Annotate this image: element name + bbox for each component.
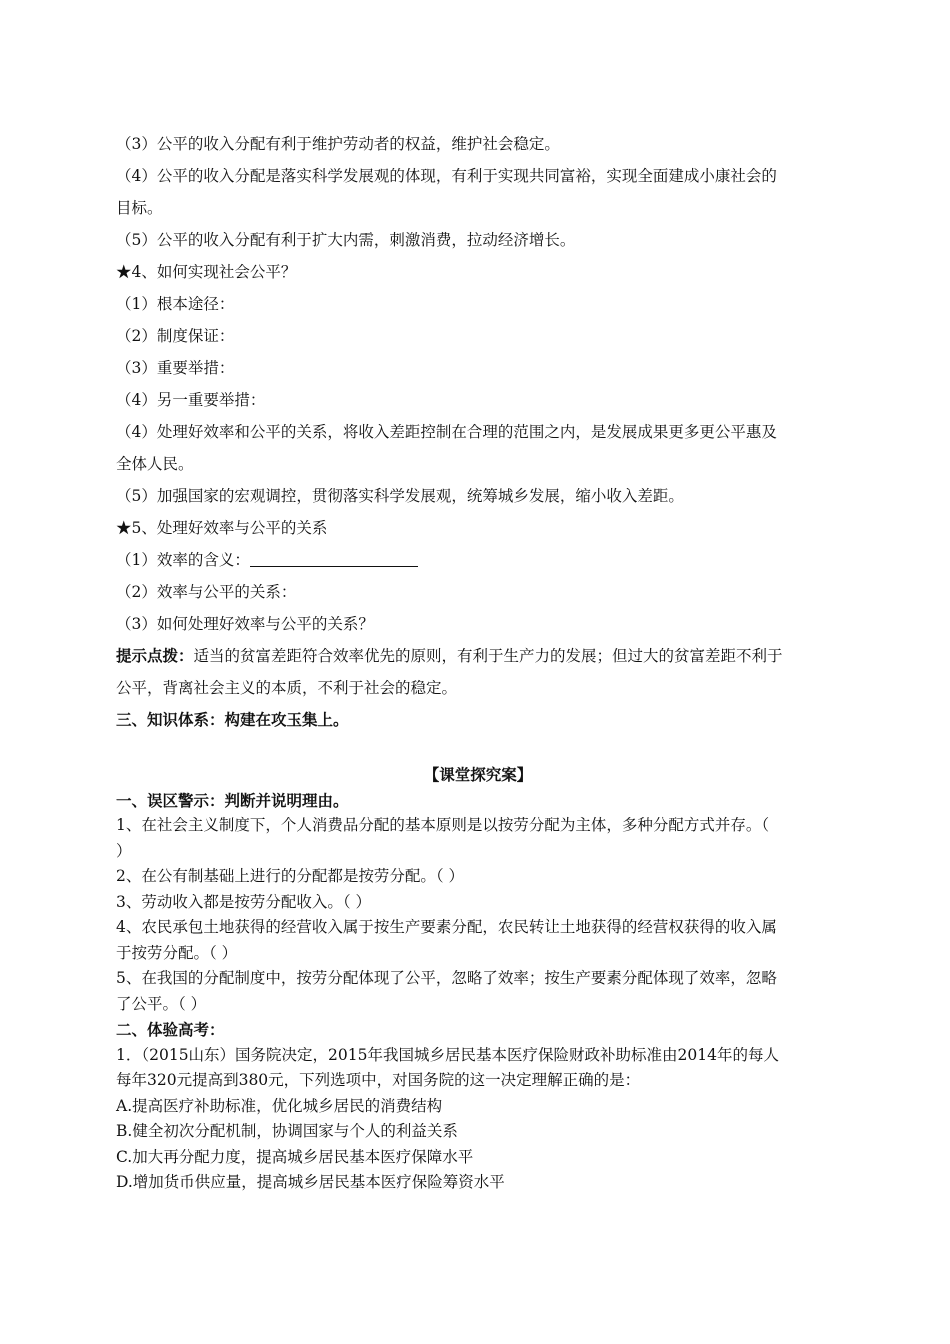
text-line: （2）效率与公平的关系： (116, 583, 297, 601)
class-inquiry-section (116, 762, 840, 1196)
tip-text-continued: 公平，背离社会主义的本质，不利于社会的稳定。 (116, 679, 458, 697)
answer-option: D.增加货币供应量，提高城乡居民基本医疗保险筹资水平 (116, 1173, 505, 1191)
text-line: 全体人民。 (116, 455, 194, 473)
judgment-item: 2、在公有制基础上进行的分配都是按劳分配。（ ） (116, 867, 465, 885)
answer-option: B.健全初次分配机制，协调国家与个人的利益关系 (116, 1122, 458, 1140)
text-line: （5）加强国家的宏观调控，贯彻落实科学发展观，统筹城乡发展，缩小收入差距。 (116, 487, 684, 505)
text-line: （5）公平的收入分配有利于扩大内需，刺激消费，拉动经济增长。 (116, 231, 576, 249)
exam-heading: 二、体验高考： (116, 1020, 225, 1039)
study-guide-section (116, 128, 840, 736)
judgment-item: 了公平。（ ） (116, 994, 207, 1013)
text-line: （3）重要举措： (116, 359, 235, 377)
text-line: （3）公平的收入分配有利于维护劳动者的权益，维护社会稳定。 (116, 135, 560, 153)
text-line: （1）根本途径： (116, 295, 235, 313)
tip-label: 提示点拨： (116, 646, 194, 665)
question-heading: ★4、如何实现社会公平？ (116, 263, 297, 281)
tip-text: 适当的贫富差距符合效率优先的原则，有利于生产力的发展；但过大的贫富差距不利于 (193, 647, 783, 665)
text-line: 目标。 (116, 199, 163, 217)
efficiency-definition-label: （1）效率的含义： (116, 551, 250, 569)
question-heading: ★5、处理好效率与公平的关系 (116, 519, 328, 537)
text-line: （2）制度保证： (116, 327, 235, 345)
section-title: 【课堂探究案】 (423, 765, 533, 784)
judgment-item: 于按劳分配。（ ） (116, 943, 238, 962)
judgment-item: 1、在社会主义制度下，个人消费品分配的基本原则是以按劳分配为主体，多种分配方式并存。（ (116, 816, 770, 834)
judgment-item: 4、农民承包土地获得的经营收入属于按生产要素分配，农民转让土地获得的经营权获得的收入属 (116, 918, 777, 936)
misconception-heading: 一、误区警示：判断并说明理由。 (116, 790, 349, 810)
answer-option: A.提高医疗补助标准，优化城乡居民的消费结构 (116, 1096, 443, 1115)
fill-in-blank (250, 548, 418, 567)
question-stem: 1．（2015山东）国务院决定，2015年我国城乡居民基本医疗保险财政补助标准由2014年的每人 (116, 1045, 779, 1064)
efficiency-definition-line (116, 544, 840, 576)
text-line: （4）公平的收入分配是落实科学发展观的体现，有利于实现共同富裕，实现全面建成小康社会的 (116, 167, 777, 185)
judgment-item: 5、在我国的分配制度中，按劳分配体现了公平，忽略了效率；按生产要素分配体现了效率，忽略 (116, 969, 777, 987)
tip-line (116, 640, 840, 672)
knowledge-heading: 三、知识体系：构建在攻玉集上。 (116, 710, 349, 729)
question-stem: 每年320元提高到380元，下列选项中，对国务院的这一决定理解正确的是： (116, 1071, 641, 1089)
text-line: （4）处理好效率和公平的关系，将收入差距控制在合理的范围之内，是发展成果更多更公平惠及 (116, 423, 777, 441)
document-page (116, 128, 840, 1196)
text-line: （4）另一重要举措： (116, 391, 266, 409)
text-line: （3）如何处理好效率与公平的关系？ (116, 615, 374, 633)
judgment-item: ） (116, 841, 132, 860)
judgment-item: 3、劳动收入都是按劳分配收入。（ ） (116, 892, 372, 911)
answer-option: C.加大再分配力度，提高城乡居民基本医疗保障水平 (116, 1147, 474, 1166)
